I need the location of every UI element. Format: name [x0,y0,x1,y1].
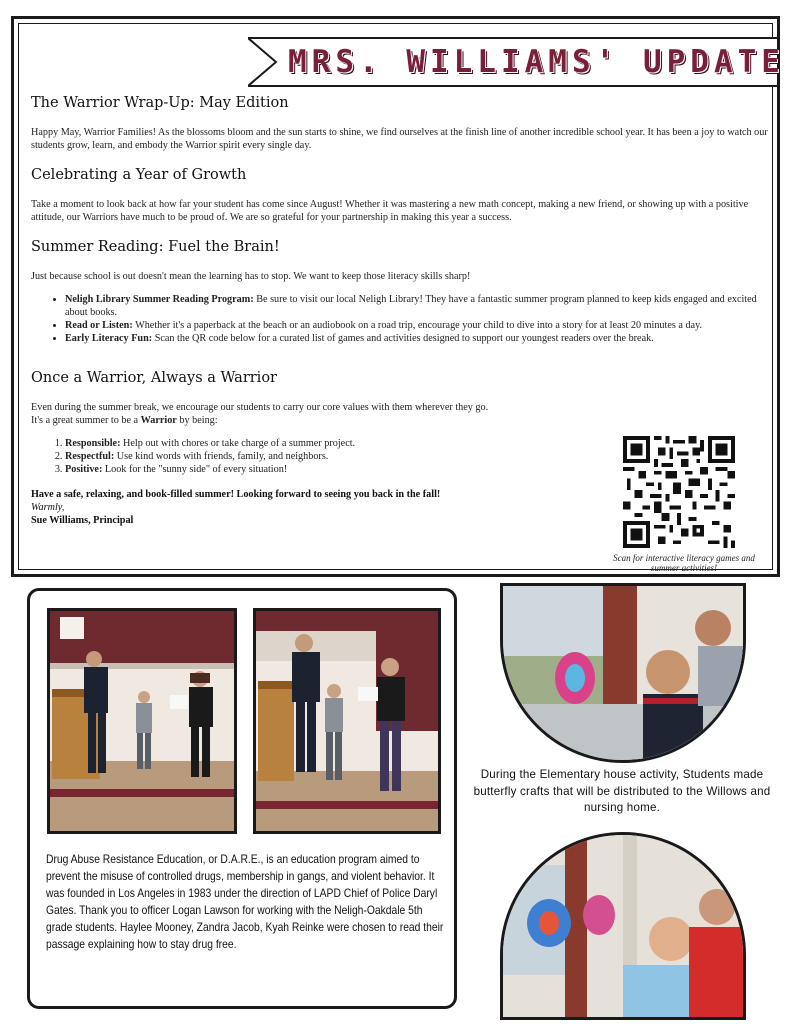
butterfly-caption: During the Elementary house activity, Students made butterfly crafts that will be distributed to the Willows and nursing home. [473,768,771,814]
warrior-body-2-pre: It's a great summer to be a [31,415,141,426]
list-item [65,332,771,345]
newsletter-title: MRS. WILLIAMS' UPDATE [288,44,785,80]
qr-caption: Scan for interactive literacy games and summer activities! [613,553,755,573]
list-item-label: Neligh Library Summer Reading Program: [65,294,254,305]
dare-photo-right [253,608,441,834]
butterfly-photo-top-image [503,586,743,760]
warrior-body-2-bold: Warrior [140,415,177,426]
closing-signoff: Warmly, [31,502,65,513]
list-item-text: Scan the QR code below for a curated list of games and activities designed to support our youngest readers over the break. [152,333,654,344]
list-item-label: Read or Listen: [65,320,133,331]
dare-panel [27,588,457,1009]
warrior-body-1: Even during the summer break, we encourage our students to carry our core values with them wherever they go. [31,402,489,413]
list-item-text: Use kind words with friends, family, and neighbors. [114,451,329,462]
list-item-label: Positive: [65,464,103,475]
list-item-text: Whether it's a paperback at the beach or an audiobook on a road trip, encourage your child to dive into a story for at least 20 minutes a day. [132,320,703,331]
reading-body: Just because school is out doesn't mean the learning has to stop. We want to keep those literacy skills sharp! [31,271,471,282]
warrior-body [31,401,611,427]
dare-photo-left [47,608,237,834]
list-item-label: Respectful: [65,451,115,462]
title-banner [248,36,785,88]
closing-signature: Sue Williams, Principal [31,515,134,526]
closing-line: Have a safe, relaxing, and book-filled summer! Looking forward to seeing you back in the fall! [31,489,441,500]
newsletter-frame [11,16,785,577]
list-item-label: Responsible: [65,438,121,449]
dare-caption: Drug Abuse Resistance Education, or D.A.R.E., is an education program aimed to prevent the misuse of controlled drugs, membership in gangs, and violent behavior. It was founded in Los Angeles in 1983 under the direction of LAPD Chief of Police Daryl Gates. Thank you to officer Logan Lawson for working with the Neligh-Oakdale 5th grade students. Haylee Mooney, Zandra Jacob, Kyah Reinke were chosen to read their passage explaining how to stay drug free. [46,852,444,951]
list-item [65,319,771,332]
reading-list [49,293,771,345]
qr-code-icon[interactable] [623,436,735,548]
dare-photo-left-image [50,611,234,831]
warrior-heading: Once a Warrior, Always a Warrior [31,370,277,386]
newsletter-inner-frame [18,23,785,573]
list-item [65,293,771,319]
list-item-text: Be sure to visit our local Neligh Library! They have a fantastic summer program planned to keep kids engaged and excited about books. [65,294,757,318]
butterfly-photo-bottom-image [503,835,743,1017]
growth-body: Take a moment to look back at how far your student has come since August! Whether it was mastering a new math concept, making a new friend, or showing up with a positive attitude, our Warriors have much to be proud of. We are so grateful for your partnership in making this year a success. [31,199,749,223]
list-item-label: Early Literacy Fun: [65,333,153,344]
butterfly-photo-top [500,583,746,763]
intro-heading: The Warrior Wrap-Up: May Edition [31,95,289,111]
warrior-body-2-post: by being: [176,415,218,426]
butterfly-photo-bottom [500,832,746,1020]
list-item-text: Look for the "sunny side" of every situation! [102,464,288,475]
intro-body: Happy May, Warrior Families! As the blossoms bloom and the sun starts to shine, we find ourselves at the finish line of another incredible school year. It has been a joy to watch our students grow, learn, and embody the Warrior spirit every single day. [31,127,768,151]
list-item-text: Help out with chores or take charge of a summer project. [120,438,356,449]
dare-photo-right-image [256,611,438,831]
reading-heading: Summer Reading: Fuel the Brain! [31,239,280,255]
growth-heading: Celebrating a Year of Growth [31,167,247,183]
